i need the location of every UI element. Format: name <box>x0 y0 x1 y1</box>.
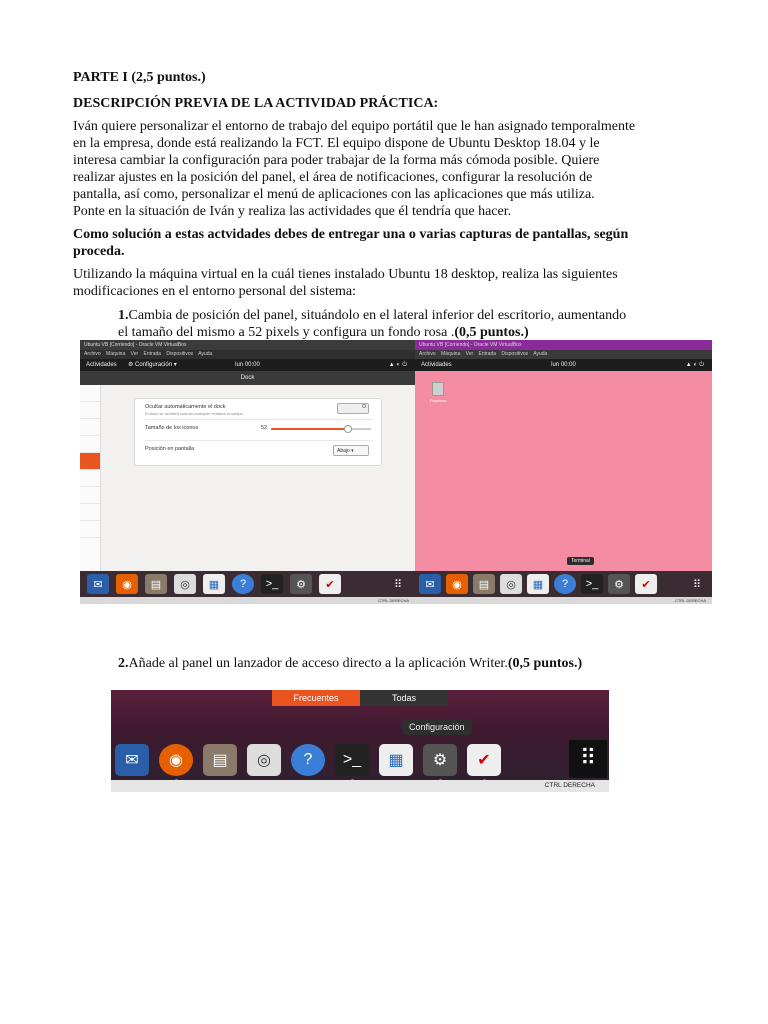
screenshot-launcher-added <box>111 690 609 792</box>
thunderbird-icon[interactable]: ✉ <box>115 744 149 776</box>
terminal-icon[interactable]: >_ <box>261 574 283 594</box>
note-line: Como solución a estas actvidades debes de entregar una o varias capturas de pantallas, según <box>73 227 629 242</box>
gnome-top-bar <box>415 359 712 371</box>
position-label: Posición en pantalla <box>145 446 195 452</box>
intro-line: pantalla, así como, personalizar el menú de aplicaciones con las aplicaciones que más utiliza. <box>73 187 595 202</box>
task-number: 1. <box>118 308 129 323</box>
software-updater-icon[interactable]: ✔ <box>319 574 341 594</box>
task-2 <box>118 655 708 672</box>
thunderbird-icon[interactable]: ✉ <box>87 574 109 594</box>
vm-title-bar: Ubuntu VB [Corriendo] - Oracle VM VirtualBox <box>80 340 415 350</box>
task-text: Cambia de posición del panel, situándolo en el lateral inferior del escritorio, aumentando <box>128 308 627 323</box>
vbox-status-bar: CTRL DERECHA <box>415 597 712 604</box>
clock: lun 00:00 <box>235 362 260 368</box>
system-tray-icons[interactable]: ▲◐⏻ <box>685 362 706 368</box>
show-apps-icon[interactable]: ⠿ <box>569 740 607 778</box>
dock-bar <box>80 571 415 597</box>
firefox-icon[interactable]: ◉ <box>116 574 138 594</box>
vbox-status-bar: CTRL DERECHA <box>111 780 609 792</box>
terminal-icon[interactable]: >_ <box>581 574 603 594</box>
writer-icon[interactable]: ▦ <box>203 574 225 594</box>
terminal-icon[interactable]: >_ <box>335 744 369 776</box>
trash-label: Papelera <box>429 398 446 403</box>
help-icon[interactable]: ? <box>554 574 576 594</box>
intro-line: Iván quiere personalizar el entorno de trabajo del equipo portátil que le han asignado temporalmente <box>73 119 636 134</box>
software-updater-icon[interactable]: ✔ <box>467 744 501 776</box>
writer-icon[interactable]: ▦ <box>527 574 549 594</box>
rhythmbox-icon[interactable]: ◎ <box>174 574 196 594</box>
dock-settings-panel <box>134 398 382 466</box>
task-points: (0,5 puntos.) <box>507 656 583 671</box>
vm-menu-bar: Archivo Máquina Ver Entrada Dispositivos Ayuda <box>80 350 415 359</box>
app-menu[interactable]: ⚙ Configuración ▾ <box>128 362 177 368</box>
activities-button[interactable]: Actividades <box>86 362 117 368</box>
tab-frequent[interactable]: Frecuentes <box>272 690 360 706</box>
position-row <box>145 441 373 461</box>
firefox-icon[interactable]: ◉ <box>446 574 468 594</box>
solution-note <box>73 226 703 260</box>
task-text: el tamaño del mismo a 52 pixels y configura un fondo rosa . <box>118 325 455 340</box>
vbox-status-bar: CTRL DERECHA <box>80 597 415 604</box>
settings-header: Dock <box>80 371 415 385</box>
vm-line: modificaciones en el entorno personal del sistema: <box>73 284 357 299</box>
firefox-icon[interactable]: ◉ <box>159 744 193 776</box>
task-points: (0,5 puntos.) <box>454 325 529 340</box>
intro-line: interesa cambiar la configuración para poder trabajar de la forma más cómoda posible. Quiere <box>73 153 600 168</box>
settings-icon[interactable]: ⚙ <box>423 744 457 776</box>
trash-desktop-icon[interactable] <box>428 382 448 403</box>
help-icon[interactable]: ? <box>291 744 325 776</box>
files-icon[interactable]: ▤ <box>473 574 495 594</box>
autohide-row <box>145 399 373 420</box>
gnome-top-bar <box>80 359 415 371</box>
settings-icon[interactable]: ⚙ <box>608 574 630 594</box>
icon-size-slider[interactable] <box>271 428 371 430</box>
description-heading: DESCRIPCIÓN PREVIA DE LA ACTIVIDAD PRÁCTICA: <box>73 96 439 111</box>
position-dropdown[interactable]: Abajo ▾ <box>333 445 369 456</box>
screenshot-dock-settings <box>80 340 712 604</box>
app-grid-tabs <box>272 690 448 706</box>
autohide-switch[interactable] <box>337 403 369 414</box>
intro-line: Ponte en la situación de Iván y realiza las actividades que él tendría que hacer. <box>73 204 512 219</box>
show-apps-icon[interactable]: ⠿ <box>692 578 702 591</box>
activities-button[interactable]: Actividades <box>421 362 452 368</box>
icon-size-value: 52 <box>261 425 268 431</box>
slider-knob[interactable] <box>344 425 352 433</box>
terminal-tooltip: Terminal <box>567 557 594 565</box>
rhythmbox-icon[interactable]: ◎ <box>500 574 522 594</box>
intro-line: en la empresa, donde está realizando la FCT. El equipo dispone de Ubuntu Desktop 18.04 y le <box>73 136 600 151</box>
vm-title-bar: Ubuntu VB [Corriendo] - Oracle VM VirtualBox <box>415 340 712 350</box>
thunderbird-icon[interactable]: ✉ <box>419 574 441 594</box>
icon-size-label: Tamaño de los iconos <box>145 425 199 431</box>
rhythmbox-icon[interactable]: ◎ <box>247 744 281 776</box>
software-updater-icon[interactable]: ✔ <box>635 574 657 594</box>
settings-tooltip: Configuración <box>402 719 472 735</box>
dock-bar <box>415 571 712 597</box>
autohide-label: Ocultar automáticamente el dock <box>145 404 226 410</box>
tab-all[interactable]: Todas <box>360 690 448 706</box>
note-line: proceda. <box>73 244 125 259</box>
clock: lun 00:00 <box>551 362 576 368</box>
settings-sidebar <box>80 385 101 571</box>
intro-line: realizar ajustes en la posición del panel, el área de notificaciones, configurar la resolución de <box>73 170 593 185</box>
autohide-sub: El dock se ocultará cuando cualquier ventana lo solape. <box>145 411 244 416</box>
files-icon[interactable]: ▤ <box>145 574 167 594</box>
vm-instructions <box>73 266 703 300</box>
settings-icon[interactable]: ⚙ <box>290 574 312 594</box>
intro-paragraph <box>73 118 703 220</box>
task-1 <box>118 307 708 341</box>
switch-state: O <box>362 404 366 410</box>
vm-window-settings <box>80 340 415 604</box>
task-text: Añade al panel un lanzador de acceso directo a la aplicación Writer. <box>128 656 508 671</box>
show-apps-icon[interactable]: ⠿ <box>393 578 403 591</box>
dock-bar <box>111 740 609 780</box>
icon-size-row <box>145 420 373 441</box>
part-heading: PARTE I (2,5 puntos.) <box>73 70 206 85</box>
vm-menu-bar: Archivo Máquina Ver Entrada Dispositivos Ayuda <box>415 350 712 359</box>
writer-icon[interactable]: ▦ <box>379 744 413 776</box>
vm-line: Utilizando la máquina virtual en la cuál tienes instalado Ubuntu 18 desktop, realiza las siguientes <box>73 267 618 282</box>
vm-window-desktop <box>415 340 712 604</box>
system-tray-icons[interactable]: ▲◐⏻ <box>388 362 409 368</box>
task-number: 2. <box>118 656 129 671</box>
help-icon[interactable]: ? <box>232 574 254 594</box>
trash-icon <box>432 382 444 396</box>
files-icon[interactable]: ▤ <box>203 744 237 776</box>
